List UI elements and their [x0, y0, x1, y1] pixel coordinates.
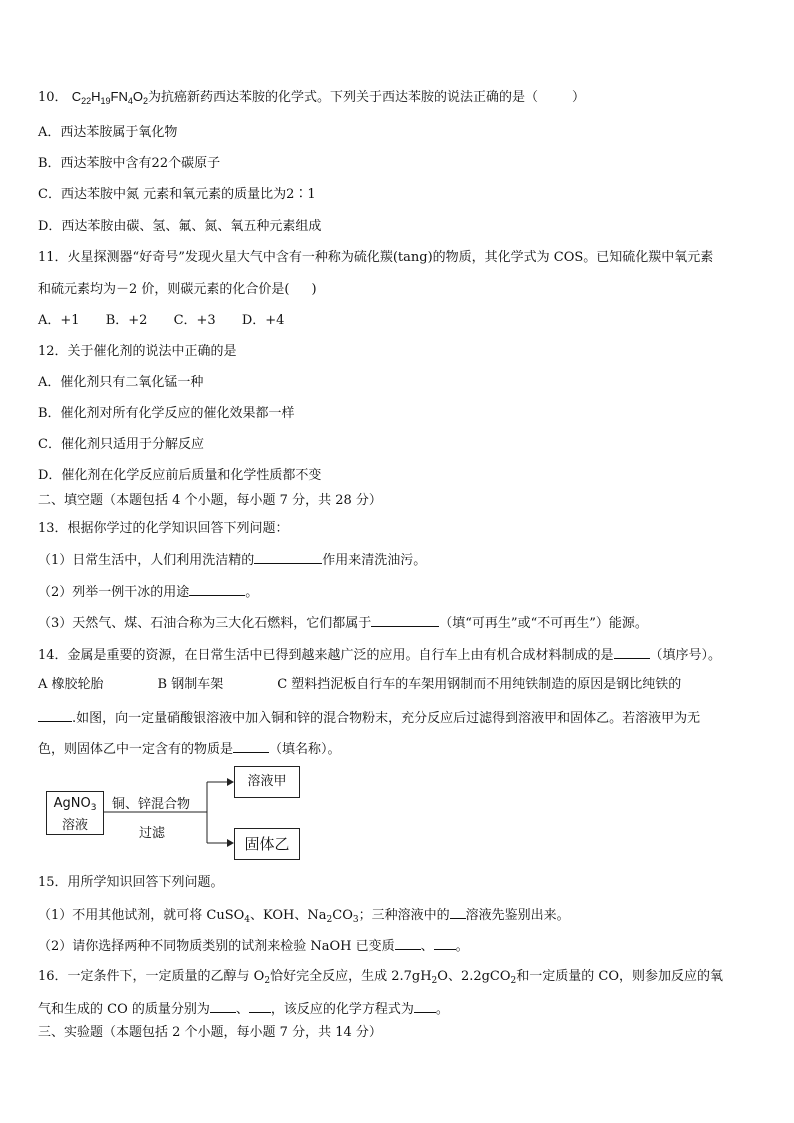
q12-option-c: C．催化剂只适用于分解反应 — [38, 437, 204, 452]
section-heading-fill-in: 二、填空题（本题包括 4 个小题，每小题 7 分，共 28 分） — [38, 493, 382, 508]
q11-option-c: C．+3 — [173, 313, 216, 328]
answer-blank[interactable] — [210, 999, 236, 1013]
q11-stem-line1: 11．火星探测器“好奇号”发现火星大气中含有一种称为硫化羰(tang)的物质，其化学式为 COS。已知硫化羰中氧元素 — [38, 250, 714, 265]
q10-option-a: A．西达苯胺属于氧化物 — [38, 125, 178, 140]
q10-option-d: D．西达苯胺由碳、氢、氟、氮、氧五种元素组成 — [38, 219, 322, 234]
q15-stem: 15．用所学知识回答下列问题。 — [38, 875, 224, 890]
reagent-label: 铜、锌混合物 — [112, 797, 191, 812]
q11-option-d: D．+4 — [241, 313, 285, 328]
q16-stem-line1: 16．一定条件下，一定质量的乙醇与 $O_2$恰好完全反应，生成 $2.7gH_2O$、2.2gCO$_2$和一定质量的 CO，则参加反应的氧 — [38, 969, 724, 986]
q11-options — [38, 312, 764, 330]
q10-stem: 10． $C_{22}H_{19}FN_4O_2$为抗癌新药西达苯胺的化学式。下列关于西达苯胺的说法正确的是（ ） — [38, 89, 586, 106]
q13-part3: （3）天然气、煤、石油合称为三大化石燃料，它们都属于 （填“可再生”或“不可再生”）能源。 — [38, 613, 764, 633]
section-heading-experiment: 三、实验题（本题包括 2 个小题，每小题 7 分，共 14 分） — [38, 1025, 382, 1040]
q15-part2: （2）请你选择两种不同物质类别的试剂来检验 NaOH 已变质 、 。 — [38, 936, 764, 956]
q14-stem-line3: .如图，向一定量硝酸银溶液中加入铜和锌的混合物粉末，充分反应后过滤得到溶液甲和固体乙。若溶液甲为无 — [38, 708, 764, 728]
q12-option-b: B．催化剂对所有化学反应的催化效果都一样 — [38, 406, 295, 421]
q15-part1: （1）不用其他试剂，就可将 CuSO$_4$、KOH、$Na_2CO_3$；三种溶液中的 溶液先鉴别出来。 — [38, 905, 764, 929]
silver-nitrate-solution-box: AgNO$_3$ 溶液 — [46, 791, 104, 835]
q14-stem-line4: 色，则固体乙中一定含有的物质是 （填名称）。 — [38, 739, 764, 759]
answer-blank[interactable] — [38, 708, 72, 722]
q13-stem: 13．根据你学过的化学知识回答下列问题： — [38, 521, 289, 536]
solid-b-box: 固体乙 — [234, 828, 300, 860]
q11-stem-line2: 和硫元素均为－2 价，则碳元素的化合价是( ) — [38, 282, 317, 297]
question-number: 10． — [38, 90, 68, 105]
q14-stem-line1: 14．金属是重要的资源，在日常生活中已得到越来越广泛的应用。自行车上由有机合成材料制成的是 （填序号）。 — [38, 645, 764, 665]
q12-option-d: D．催化剂在化学反应前后质量和化学性质都不变 — [38, 468, 322, 483]
answer-blank[interactable] — [371, 613, 439, 627]
q12-option-a: A．催化剂只有二氧化锰一种 — [38, 375, 204, 390]
q14-option-a: A 橡胶轮胎 — [38, 677, 104, 692]
answer-blank[interactable] — [414, 999, 436, 1013]
q14-options — [38, 676, 764, 694]
q14-option-b: B 钢制车架 — [157, 677, 224, 692]
q10-option-b: B．西达苯胺中含有22个碳原子 — [38, 156, 221, 171]
answer-blank[interactable] — [249, 999, 271, 1013]
answer-blank[interactable] — [189, 582, 245, 596]
question-text: 为抗癌新药西达苯胺的化学式。下列关于西达苯胺的说法正确的是（ — [148, 90, 539, 105]
answer-blank[interactable] — [450, 905, 466, 919]
q13-part2: （2）列举一例干冰的用途 。 — [38, 582, 764, 602]
q14-option-c: C 塑料挡泥板自行车的车架用钢制而不用纯铁制造的原因是钢比纯铁的 — [277, 677, 682, 692]
q11-option-a: A．+1 — [38, 313, 80, 328]
chemical-formula: $C_{22}H_{19}FN_4O_2$ — [71, 89, 148, 106]
q13-part1: （1）日常生活中，人们利用洗洁精的 作用来清洗油污。 — [38, 550, 764, 570]
answer-blank[interactable] — [434, 936, 456, 950]
filter-label: 过滤 — [139, 826, 166, 841]
answer-blank[interactable] — [254, 550, 322, 564]
answer-blank[interactable] — [233, 739, 269, 753]
solution-a-box: 溶液甲 — [234, 766, 300, 798]
answer-blank[interactable] — [395, 936, 421, 950]
answer-blank[interactable] — [614, 645, 650, 659]
q16-stem-line2: 气和生成的 CO 的质量分别为 、 ，该反应的化学方程式为 。 — [38, 999, 764, 1019]
q12-stem: 12．关于催化剂的说法中正确的是 — [38, 344, 237, 359]
q10-option-c: C．西达苯胺中氮 元素和氧元素的质量比为2∶1 — [38, 187, 316, 202]
reaction-flow-diagram — [44, 766, 314, 866]
q11-option-b: B．+2 — [105, 313, 148, 328]
